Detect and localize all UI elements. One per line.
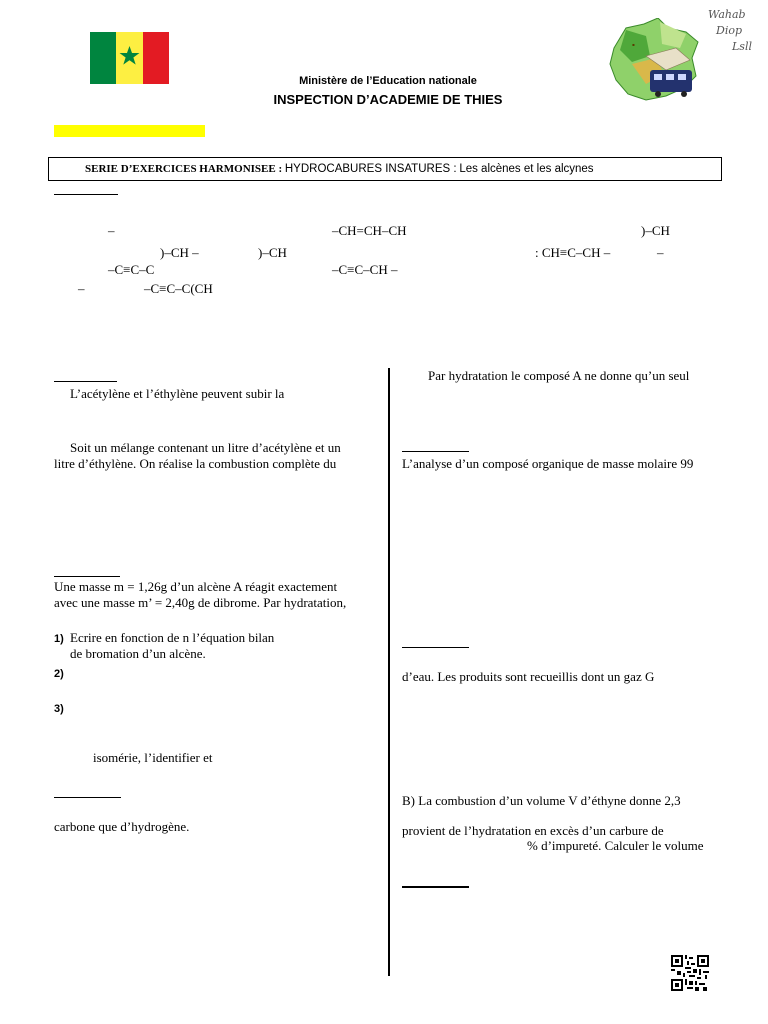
exercise-text: carbone que d’hydrogène. — [54, 819, 190, 834]
exercise-text: litre d’éthylène. On réalise la combustion complète du — [54, 456, 337, 471]
exercise-text: L’acétylène et l’éthylène peuvent subir la — [70, 386, 285, 401]
formula-fragment: : CH≡C–CH – — [535, 245, 611, 260]
formula-fragment: )–CH — [258, 245, 287, 260]
formula-fragment: – — [657, 245, 664, 260]
exercise-text: avec une masse m’ = 2,40g de dibrome. Par hydratation, — [54, 595, 347, 610]
section-underline — [54, 381, 117, 382]
ministry-name: Ministère de l’Education nationale — [299, 75, 477, 87]
exercise-text: Par hydratation le composé A ne donne qu’un seul — [428, 368, 690, 383]
formula-fragment: )–CH — [641, 223, 670, 238]
series-title-box — [48, 157, 722, 181]
series-label: SERIE D’EXERCICES HARMONISEE : — [85, 163, 283, 175]
exercise-text: Soit un mélange contenant un litre d’acétylène et un — [70, 440, 341, 455]
svg-text:Lsll: Lsll — [732, 40, 752, 53]
formula-fragment: )–CH – — [160, 245, 199, 260]
section-underline — [402, 886, 469, 888]
exercise-text: d’eau. Les produits sont recueillis dont un gaz G — [402, 669, 655, 684]
svg-text:Diop: Diop — [716, 24, 743, 37]
chapter-subtitle: Les alcènes et les alcynes — [459, 163, 594, 175]
academy-logo — [606, 18, 700, 102]
formula-fragment: –CH=CH–CH — [332, 223, 407, 238]
signature-stamp — [706, 4, 766, 56]
question-text: Ecrire en fonction de n l’équation bilan — [70, 630, 275, 645]
exercise-text: L’analyse d’un composé organique de masse molaire 99 — [402, 456, 694, 471]
question-number: 2) — [54, 668, 64, 680]
exercise-text: % d’impureté. Calculer le volume — [527, 838, 704, 853]
chapter-title: HYDROCABURES INSATURES : — [284, 163, 457, 175]
exercise-text: B) La combustion d’un volume V d’éthyne donne 2,3 — [402, 793, 681, 808]
formula-fragment: –C≡C–C — [108, 262, 155, 277]
star-icon — [119, 45, 140, 66]
column-divider — [388, 368, 390, 976]
highlight-bar — [54, 125, 205, 137]
section-underline — [54, 576, 120, 577]
question-number: 3) — [54, 703, 64, 715]
formula-fragment: – — [78, 281, 85, 296]
question-number: 1) — [54, 633, 64, 645]
section-underline — [402, 451, 469, 452]
section-underline — [54, 194, 118, 195]
exercise-text: provient de l’hydratation en excès d’un carbure de — [402, 823, 664, 838]
section-underline — [54, 797, 121, 798]
qr-code — [671, 955, 709, 991]
formula-fragment: –C≡C–C(CH — [144, 281, 213, 296]
formula-fragment: –C≡C–CH – — [332, 262, 398, 277]
question-text: de bromation d’un alcène. — [70, 646, 206, 661]
svg-text:▪: ▪ — [632, 42, 635, 47]
exercise-text: Une masse m = 1,26g d’un alcène A réagit exactement — [54, 579, 338, 594]
question-text: isomérie, l’identifier et — [93, 750, 213, 765]
formula-fragment: – — [108, 223, 115, 238]
inspection-title: INSPECTION D’ACADEMIE DE THIES — [273, 92, 503, 107]
section-underline — [402, 647, 469, 648]
svg-text:Wahab: Wahab — [708, 8, 746, 21]
